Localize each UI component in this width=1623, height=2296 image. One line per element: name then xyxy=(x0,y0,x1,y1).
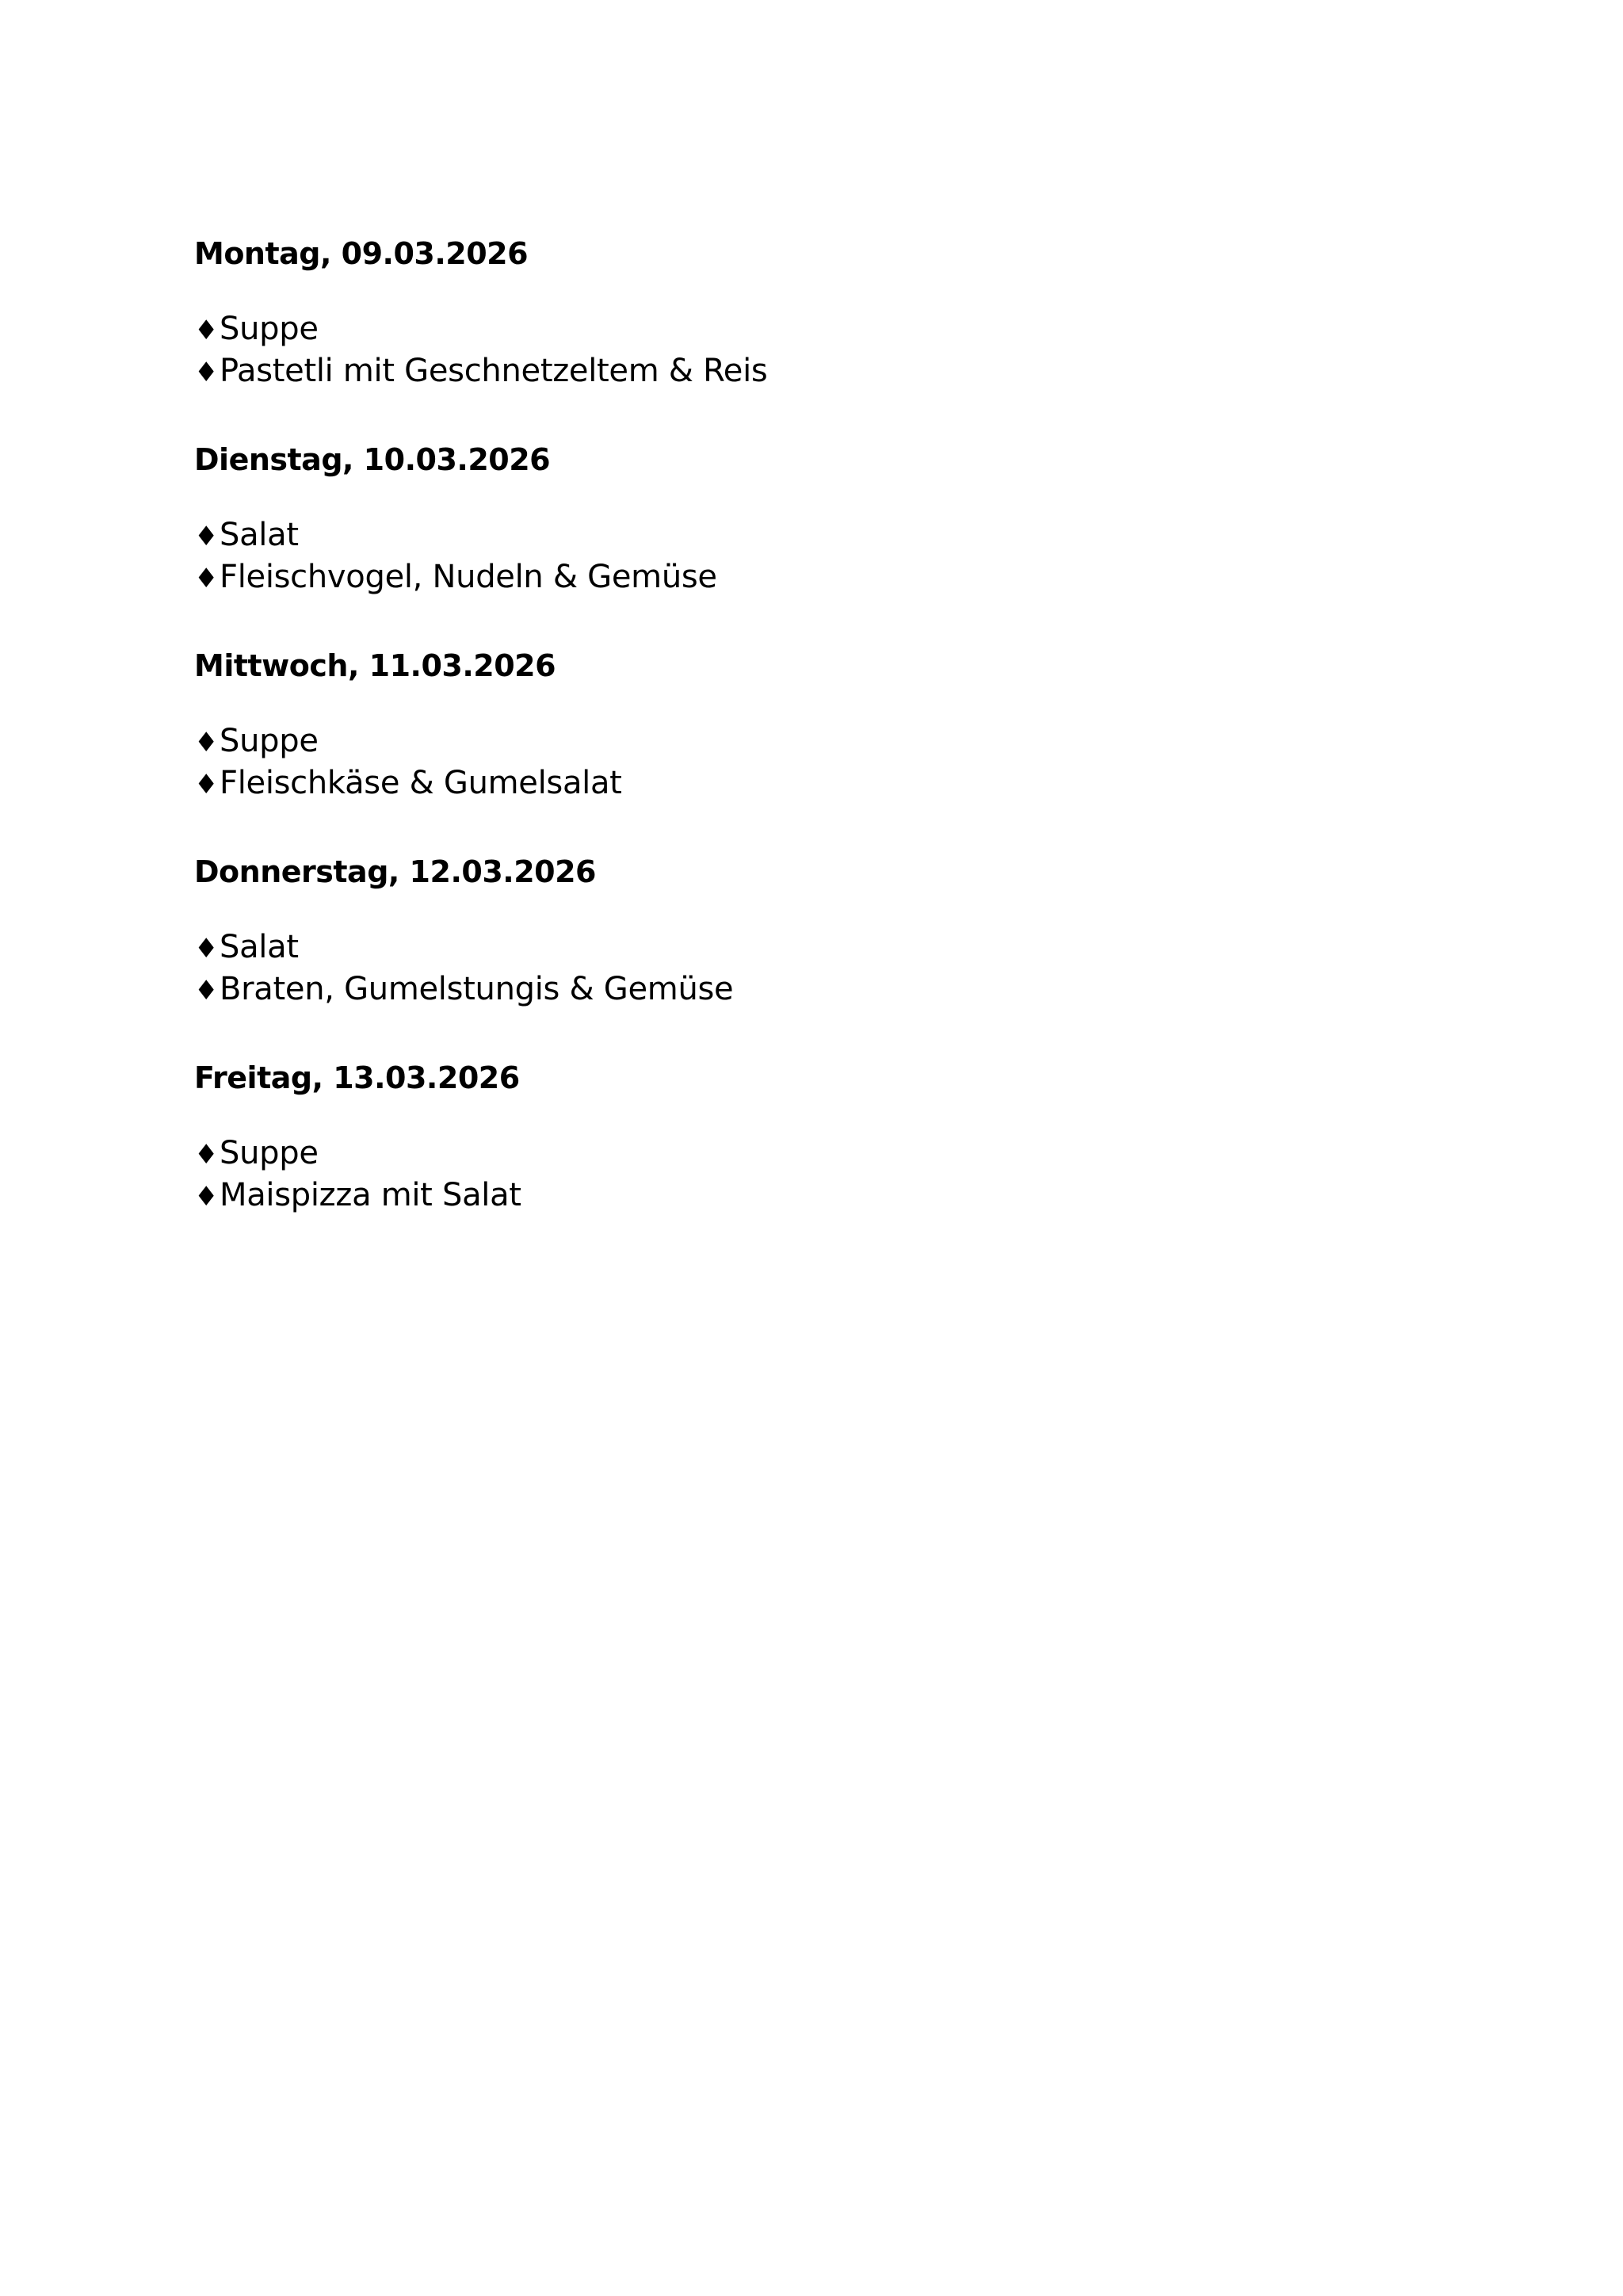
dish-item xyxy=(194,1175,1430,1217)
diamond-bullet-icon: ♦ xyxy=(194,563,219,594)
diamond-bullet-icon: ♦ xyxy=(194,521,219,552)
dish-label: Suppe xyxy=(220,1135,319,1171)
diamond-bullet-icon: ♦ xyxy=(194,769,219,800)
dish-item xyxy=(194,557,1430,599)
dish-item xyxy=(194,351,1430,393)
dish-label: Pastetli mit Geschnetzeltem & Reis xyxy=(220,353,768,389)
day-thursday xyxy=(194,848,1430,1011)
dish-item xyxy=(194,969,1430,1011)
day-tuesday xyxy=(194,436,1430,599)
dish-item xyxy=(194,309,1430,351)
day-heading: Freitag, 13.03.2026 xyxy=(194,1060,520,1095)
day-monday xyxy=(194,230,1430,393)
dish-label: Fleischvogel, Nudeln & Gemüse xyxy=(220,559,717,595)
diamond-bullet-icon: ♦ xyxy=(194,1139,219,1171)
dish-item xyxy=(194,1133,1430,1175)
diamond-bullet-icon: ♦ xyxy=(194,315,219,346)
weekly-menu xyxy=(194,230,1430,1260)
diamond-bullet-icon: ♦ xyxy=(194,1181,219,1213)
dish-label: Braten, Gumelstungis & Gemüse xyxy=(220,971,734,1007)
day-heading: Donnerstag, 12.03.2026 xyxy=(194,854,596,889)
dish-label: Salat xyxy=(220,929,299,965)
diamond-bullet-icon: ♦ xyxy=(194,357,219,388)
dish-item xyxy=(194,721,1430,763)
diamond-bullet-icon: ♦ xyxy=(194,975,219,1007)
dish-item xyxy=(194,763,1430,805)
day-friday xyxy=(194,1054,1430,1217)
dish-label: Suppe xyxy=(220,723,319,759)
day-heading: Mittwoch, 11.03.2026 xyxy=(194,648,556,683)
dish-label: Suppe xyxy=(220,311,319,347)
dish-list xyxy=(194,927,1430,1011)
dish-list xyxy=(194,721,1430,805)
day-wednesday xyxy=(194,642,1430,805)
dish-label: Salat xyxy=(220,517,299,553)
dish-item xyxy=(194,927,1430,969)
day-heading: Dienstag, 10.03.2026 xyxy=(194,442,551,477)
dish-item xyxy=(194,515,1430,557)
diamond-bullet-icon: ♦ xyxy=(194,933,219,965)
dish-label: Fleischkäse & Gumelsalat xyxy=(220,765,622,801)
day-heading: Montag, 09.03.2026 xyxy=(194,236,529,271)
dish-list xyxy=(194,1133,1430,1217)
dish-list xyxy=(194,515,1430,599)
dish-list xyxy=(194,309,1430,393)
dish-label: Maispizza mit Salat xyxy=(220,1177,521,1213)
diamond-bullet-icon: ♦ xyxy=(194,727,219,758)
